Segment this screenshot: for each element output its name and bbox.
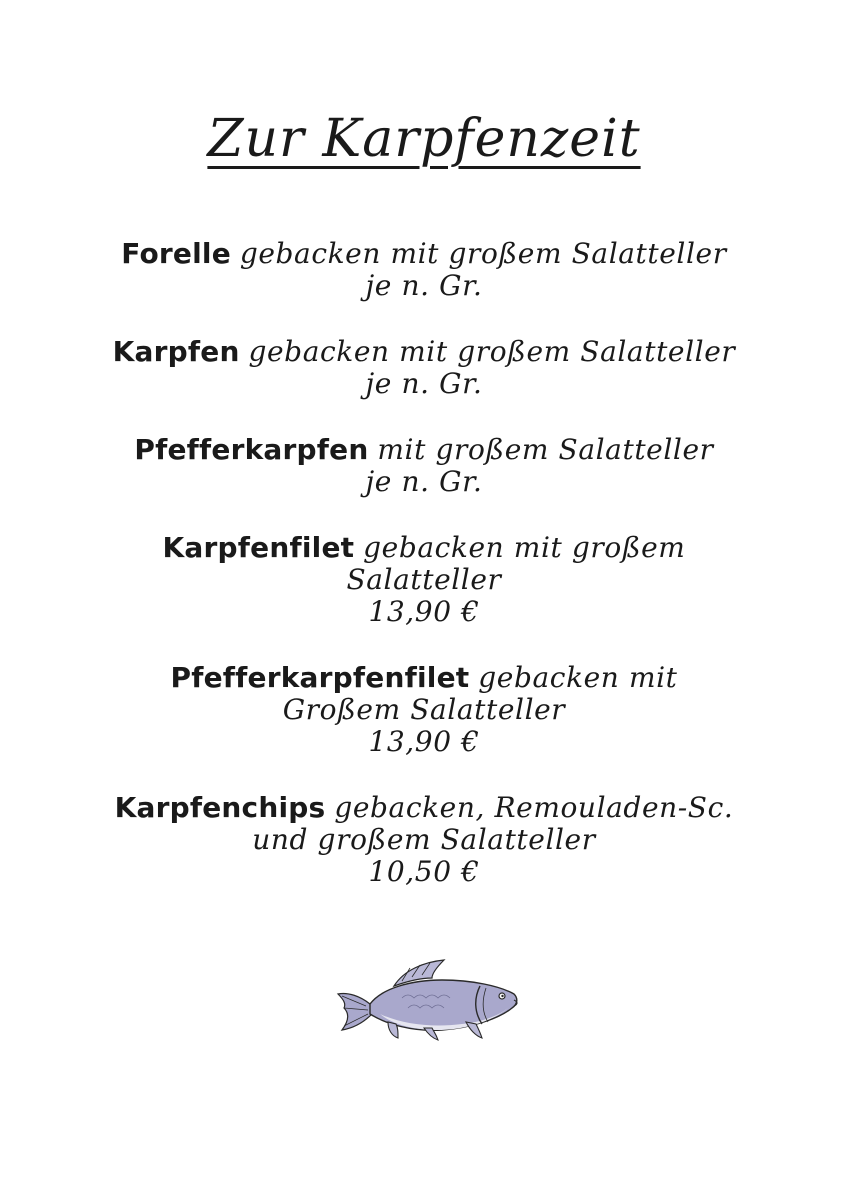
carp-fish-icon bbox=[332, 948, 524, 1044]
menu-item-description: gebacken mit großem Salatteller bbox=[239, 237, 727, 270]
menu-item-name: Karpfenfilet bbox=[162, 531, 355, 564]
menu-item-forelle bbox=[0, 238, 848, 302]
menu-item-name: Forelle bbox=[121, 237, 231, 270]
menu-item-price: 13,90 € bbox=[368, 725, 480, 758]
menu-item-price: je n. Gr. bbox=[365, 367, 483, 400]
menu-item-description: gebacken, Remouladen-Sc. bbox=[334, 791, 734, 824]
menu-item-name: Karpfenchips bbox=[114, 791, 326, 824]
menu-item-pfefferkarpfen bbox=[0, 434, 848, 498]
menu-item-description: gebacken mit großem bbox=[363, 531, 686, 564]
menu-item-pfefferkarpfenfilet bbox=[0, 662, 848, 758]
page-title-text: Zur Karpfenzeit bbox=[207, 109, 641, 169]
menu-item-price: 13,90 € bbox=[368, 595, 480, 628]
page-title bbox=[0, 108, 848, 170]
menu-item-line bbox=[0, 792, 848, 824]
menu-item-karpfenchips bbox=[0, 792, 848, 888]
menu-item-description-cont: Großem Salatteller bbox=[282, 693, 566, 726]
menu-item-line bbox=[0, 238, 848, 270]
menu-item-line bbox=[0, 532, 848, 564]
menu-item-karpfen bbox=[0, 336, 848, 400]
menu-item-price: 10,50 € bbox=[368, 855, 480, 888]
menu-item-description: gebacken mit großem Salatteller bbox=[248, 335, 736, 368]
menu-item-description: mit großem Salatteller bbox=[377, 433, 714, 466]
menu-item-price: je n. Gr. bbox=[365, 269, 483, 302]
menu-item-karpfenfilet bbox=[0, 532, 848, 628]
menu-item-line bbox=[0, 336, 848, 368]
menu-item-line bbox=[0, 434, 848, 466]
menu-item-price: je n. Gr. bbox=[365, 465, 483, 498]
menu-list bbox=[0, 238, 848, 922]
menu-item-description-cont: und großem Salatteller bbox=[252, 823, 596, 856]
menu-item-name: Pfefferkarpfenfilet bbox=[170, 661, 470, 694]
menu-item-description-cont: Salatteller bbox=[346, 563, 502, 596]
menu-item-name: Pfefferkarpfen bbox=[134, 433, 369, 466]
menu-item-line bbox=[0, 662, 848, 694]
menu-item-description: gebacken mit bbox=[478, 661, 678, 694]
menu-item-name: Karpfen bbox=[112, 335, 240, 368]
